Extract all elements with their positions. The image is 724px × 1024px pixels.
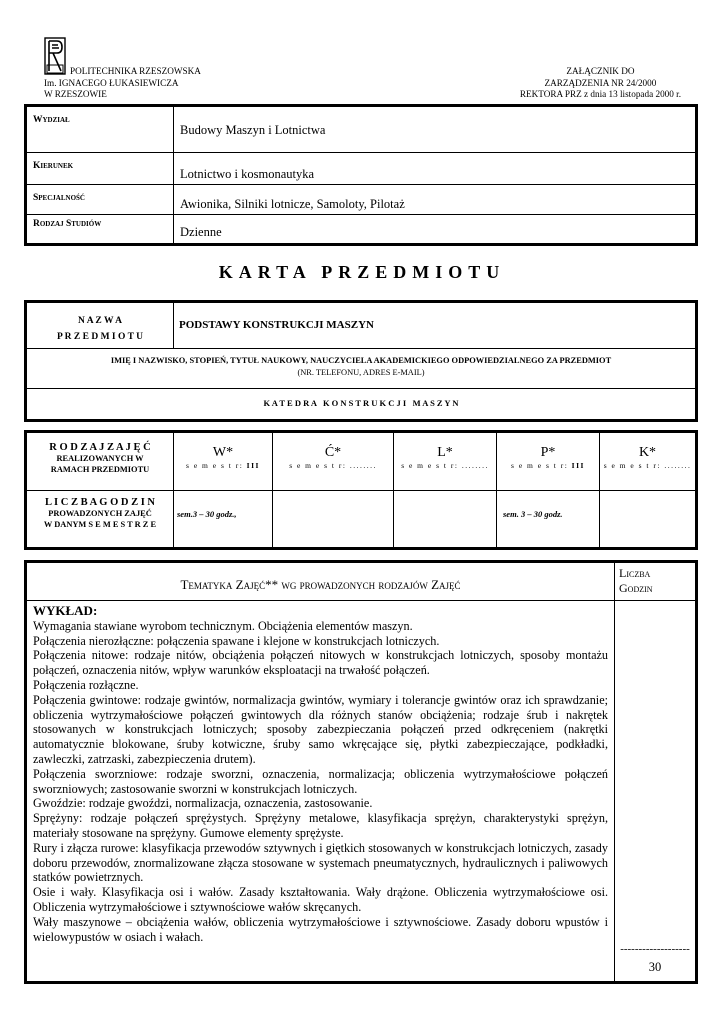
topic-paragraph: Połączenia gwintowe: rodzaje gwintów, normalizacja gwintów, wymiary i tolerancje gwintów oraz ich sprawdzanie; obliczenia wytrzymałościowe połączeń gwintowych dla różnych stanów obciążenia; rodzaje śrub i nakrętek stosowanych w konstrukcjach lotniczych; sposoby zabezpieczania połączeń przed odkręceniem (nakrętki automatycznie blokowane, śruby kotwiczne, śruby samo wkręcające się, płytki zabezpieczające, podkładki, zawleczki, zatrzaski, zabezpieczenia drutem).: [33, 692, 608, 766]
subject-name-label: N A Z W A: [77, 316, 122, 326]
annex-header: [520, 66, 681, 101]
hours-w: sem.3 – 30 godz.,: [177, 509, 237, 519]
semester-value: III: [571, 461, 585, 470]
class-type-k: [600, 433, 696, 491]
topic-paragraph: Rury i złącza rurowe: klasyfikacja przewodów sztywnych i giętkich stosowanych w konstrukcjach lotniczych, zasady doboru przewodów, znormalizowane złącza stosowane w systemach pneumatycznych, hydraulicznych i paliwowych statków powietrznych.: [33, 840, 608, 885]
mode-value: Dzienne: [180, 225, 222, 239]
topic-paragraph: Gwoździe: rodzaje gwoździ, normalizacja, oznaczenia, zastosowanie.: [33, 796, 373, 811]
classes-box: [24, 430, 698, 550]
teacher-heading: IMIĘ I NAZWISKO, STOPIEŃ, TYTUŁ NAUKOWY, NAUCZYCIELA AKADEMICKIEGO ODPOWIEDZIALNEGO ZA PRZEDMIOT: [110, 356, 612, 365]
card-title: KARTA PRZEDMIOTU: [218, 262, 506, 282]
hours-heading: Liczba: [619, 566, 651, 580]
field-label: Kierunek: [33, 161, 74, 171]
institution-line: POLITECHNIKA RZESZOWSKA: [70, 66, 201, 76]
hours-heading: Godzin: [619, 581, 653, 595]
hours-separator: -------------------: [620, 943, 690, 955]
class-type-c: [273, 433, 394, 491]
specialty-label: Specjalność: [33, 193, 85, 203]
topic-paragraph: Połączenia nitowe: rodzaje nitów, obciążenia połączeń nitowych w konstrukcjach lotniczych, sposoby montażu połączeń, oznaczenia nitów, wpływ warunków eksploatacji na trwałość połączeń.: [33, 648, 608, 678]
university-logo-icon: [44, 37, 66, 75]
class-code: K*: [638, 445, 657, 460]
annex-line: REKTORA PRZ z dnia 13 listopada 2000 r.: [519, 89, 681, 99]
topic-paragraph: Osie i wały. Klasyfikacja osi i wałów. Zasady kształtowania. Wały drążone. Obliczenia wytrzymałościowe osi. Obliczenia wytrzymałościowe i sztywnościowe wałów skręcanych.: [33, 885, 608, 914]
semester-label: s e m e s t r:: [511, 461, 569, 470]
semester-label: s e m e s t r:: [186, 461, 244, 470]
semester-value: ........: [664, 461, 692, 470]
class-code: W*: [212, 445, 234, 460]
mode-label: Rodzaj Studiów: [33, 219, 102, 229]
class-type-l: [394, 433, 497, 491]
hours-label: W DANYM S E M E S T R Z E: [43, 520, 157, 529]
department-chair: K A T E D R A K O N S T R U K C J I M A S Z Y N: [263, 398, 459, 408]
topics-heading: Tematyka Zajęć** wg prowadzonych rodzajów Zajęć: [180, 577, 461, 592]
hours-label: PROWADZONYCH ZAJĘĆ: [48, 509, 152, 518]
department-label: Wydział: [33, 115, 70, 125]
department-value: Budowy Maszyn i Lotnictwa: [180, 123, 326, 137]
topic-paragraph: Wały maszynowe – obciążenia wałów, obliczenia wytrzymałościowe i sztywnościowe. Zasady doboru wpustów i wielowypustów w osiach i wałach.: [33, 914, 608, 944]
class-type-label: REALIZOWANYCH W: [56, 454, 144, 463]
field-value: Lotnictwo i kosmonautyka: [180, 167, 315, 181]
subject-name: PODSTAWY KONSTRUKCJI MASZYN: [179, 319, 374, 331]
semester-label: s e m e s t r:: [289, 461, 347, 470]
topics-box: [24, 560, 698, 984]
institution-line: W RZESZOWIE: [44, 89, 107, 99]
class-type-label: R O D Z A J Z A J Ę Ć: [49, 442, 151, 453]
teacher-contact-heading: (NR. TELEFONU, ADRES E-MAIL): [297, 368, 425, 377]
subject-box: [24, 300, 698, 422]
topic-paragraph: Połączenia rozłączne.: [33, 677, 139, 692]
class-code: P*: [540, 445, 556, 460]
class-code: Ć*: [324, 445, 342, 460]
semester-value: III: [246, 461, 260, 470]
hours-label: L I C Z B A G O D Z I N: [45, 497, 155, 508]
hours-p: sem. 3 – 30 godz.: [503, 509, 563, 519]
semester-value: ........: [349, 461, 377, 470]
annex-line: ZAŁĄCZNIK DO: [566, 66, 635, 76]
semester-value: ........: [461, 461, 489, 470]
annex-line: ZARZĄDZENIA NR 24/2000: [544, 77, 657, 88]
topic-paragraph: Połączenia sworzniowe: rodzaje sworzni, oznaczenia, normalizacja; obliczenia wytrzymałościowe połączeń sworzniowych; zastosowanie sworzni w konstrukcjach lotniczych.: [33, 766, 608, 796]
topic-paragraph: Wymagania stawiane wyrobom technicznym. Obciążenia elementów maszyn.: [33, 618, 413, 633]
section-title: WYKŁAD:: [33, 603, 98, 618]
class-type-p: [497, 433, 600, 491]
semester-label: s e m e s t r:: [603, 461, 661, 470]
topic-paragraph: Połączenia nierozłączne: połączenia spawane i klejone w konstrukcjach lotniczych.: [33, 633, 440, 648]
class-code: L*: [437, 445, 453, 460]
lecture-topics: [27, 601, 614, 944]
subject-name-label: P R Z E D M I O T U: [57, 332, 143, 342]
institution-line: Im. IGNACEGO ŁUKASIEWICZA: [44, 77, 179, 88]
semester-label: s e m e s t r:: [401, 461, 459, 470]
class-type-label: RAMACH PRZEDMIOTU: [50, 465, 150, 474]
class-type-w: [174, 433, 273, 491]
specialty-value: Awionika, Silniki lotnicze, Samoloty, Pilotaż: [180, 197, 405, 211]
hours-total: 30: [648, 960, 662, 974]
study-info-box: [24, 104, 698, 246]
institution-header: [44, 66, 201, 101]
topic-paragraph: Sprężyny: rodzaje połączeń sprężystych. Sprężyny metalowe, klasyfikacja sprężyn, charakterystyki sprężyn, materiały stosowane na sprężyny. Gumowe elementy sprężyste.: [33, 811, 608, 840]
